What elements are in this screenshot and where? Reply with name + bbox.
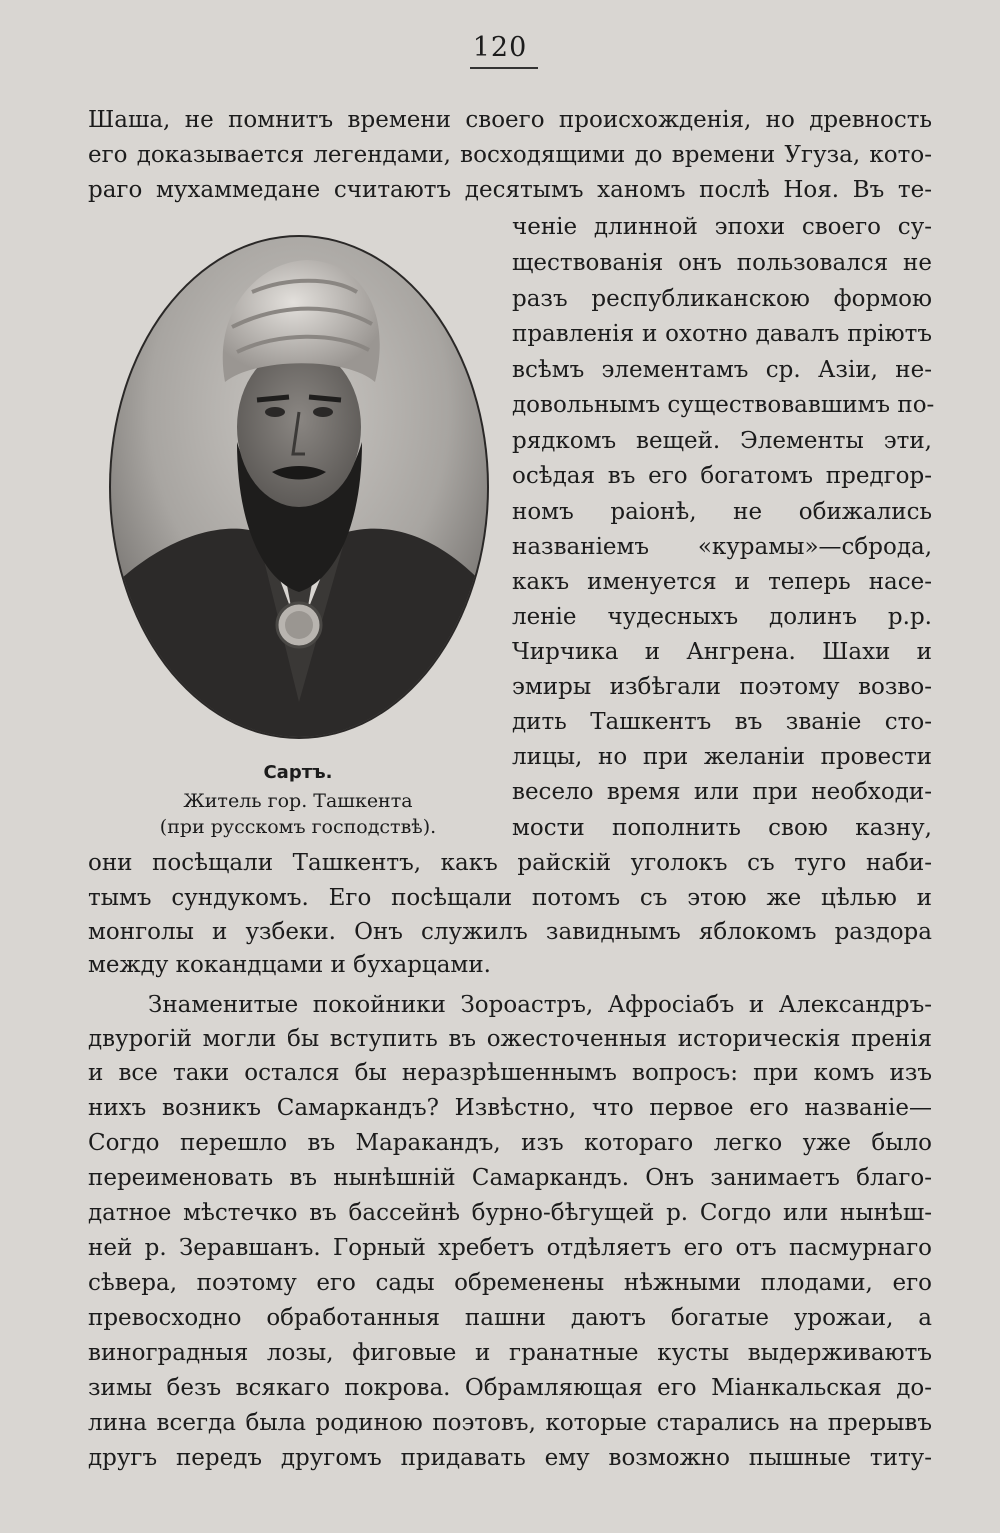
text-line: дить Ташкентъ въ званіе сто- bbox=[512, 709, 932, 735]
text-line: какъ именуется и теперь насе- bbox=[512, 569, 932, 595]
text-line: сѣвера, поэтому его сады обременены нѣжными плодами, его bbox=[88, 1270, 932, 1296]
text-line: зимы безъ всякаго покрова. Обрамляющая его Міанкальская до- bbox=[88, 1375, 932, 1401]
text-line: Шаша, не помнитъ времени своего происхожденія, но древность bbox=[88, 107, 932, 133]
text-line: Чирчика и Ангрена. Шахи и bbox=[512, 639, 932, 665]
text-line: эмиры избѣгали поэтому возво- bbox=[512, 674, 932, 700]
text-line: монголы и узбеки. Онъ служилъ завиднымъ яблокомъ раздора bbox=[88, 919, 932, 945]
caption-line: Житель гор. Ташкента bbox=[183, 790, 413, 812]
text-line: другъ передъ другомъ придавать ему возможно пышные титу- bbox=[88, 1445, 932, 1471]
text-line: двурогій могли бы вступить въ ожесточенныя историческія пренія bbox=[88, 1026, 932, 1052]
caption-title: Сартъ. bbox=[263, 762, 333, 783]
text-line: лицы, но при желаніи провести bbox=[512, 744, 932, 770]
text-line: датное мѣстечко въ бассейнѣ бурно-бѣгущей р. Согдо или нынѣш- bbox=[88, 1200, 932, 1226]
text-line: номъ раіонѣ, не обижались bbox=[512, 499, 932, 525]
text-line: превосходно обработанныя пашни даютъ богатые урожаи, а bbox=[88, 1305, 932, 1331]
text-line: Знаменитые покойники Зороастръ, Афросіабъ и Александръ- bbox=[148, 992, 932, 1018]
text-line: довольнымъ существовавшимъ по- bbox=[512, 392, 935, 418]
text-line: нихъ возникъ Самаркандъ? Извѣстно, что первое его названіе— bbox=[88, 1095, 932, 1121]
page-number-rule bbox=[470, 67, 538, 69]
text-line: ченіе длинной эпохи своего су- bbox=[512, 214, 932, 240]
text-line: леніе чудесныхъ долинъ р.р. bbox=[512, 604, 932, 630]
text-line: правленія и охотно давалъ пріютъ bbox=[512, 321, 932, 347]
text-line: Согдо перешло въ Маракандъ, изъ котораго легко уже было bbox=[88, 1130, 932, 1156]
text-line: всѣмъ элементамъ ср. Азіи, не- bbox=[512, 357, 932, 383]
text-line: они посѣщали Ташкентъ, какъ райскій уголокъ съ туго наби- bbox=[88, 850, 932, 876]
text-line: тымъ сундукомъ. Его посѣщали потомъ съ этою же цѣлью и bbox=[88, 885, 932, 911]
text-line: лина всегда была родиною поэтовъ, которые старались на прерывъ bbox=[88, 1410, 932, 1436]
text-line: рядкомъ вещей. Элементы эти, bbox=[512, 428, 932, 454]
page-number: 120 bbox=[472, 32, 528, 63]
text-line: виноградныя лозы, фиговые и гранатные кусты выдерживаютъ bbox=[88, 1340, 932, 1366]
text-line: ней р. Зеравшанъ. Горный хребетъ отдѣляетъ его отъ пасмурнаго bbox=[88, 1235, 932, 1261]
text-line: названіемъ «курамы»—сброда, bbox=[512, 534, 932, 560]
text-line: раго мухаммедане считаютъ десятымъ ханомъ послѣ Ноя. Въ те- bbox=[88, 177, 932, 203]
text-line: мости пополнить свою казну, bbox=[512, 815, 932, 841]
text-line: осѣдая въ его богатомъ предгор- bbox=[512, 463, 932, 489]
text-line: разъ республиканскою формою bbox=[512, 286, 932, 312]
text-line: между кокандцами и бухарцами. bbox=[88, 952, 491, 978]
text-line: ществованія онъ пользовался не bbox=[512, 250, 932, 276]
portrait-illustration bbox=[107, 232, 491, 742]
text-line: весело время или при необходи- bbox=[512, 779, 932, 805]
text-line: переименовать въ нынѣшній Самаркандъ. Онъ занимаетъ благо- bbox=[88, 1165, 932, 1191]
text-line: его доказывается легендами, восходящими до времени Угуза, кото- bbox=[88, 142, 932, 168]
caption-line: (при русскомъ господствѣ). bbox=[159, 816, 437, 838]
text-line: и все таки остался бы неразрѣшеннымъ вопросъ: при комъ изъ bbox=[88, 1060, 932, 1086]
